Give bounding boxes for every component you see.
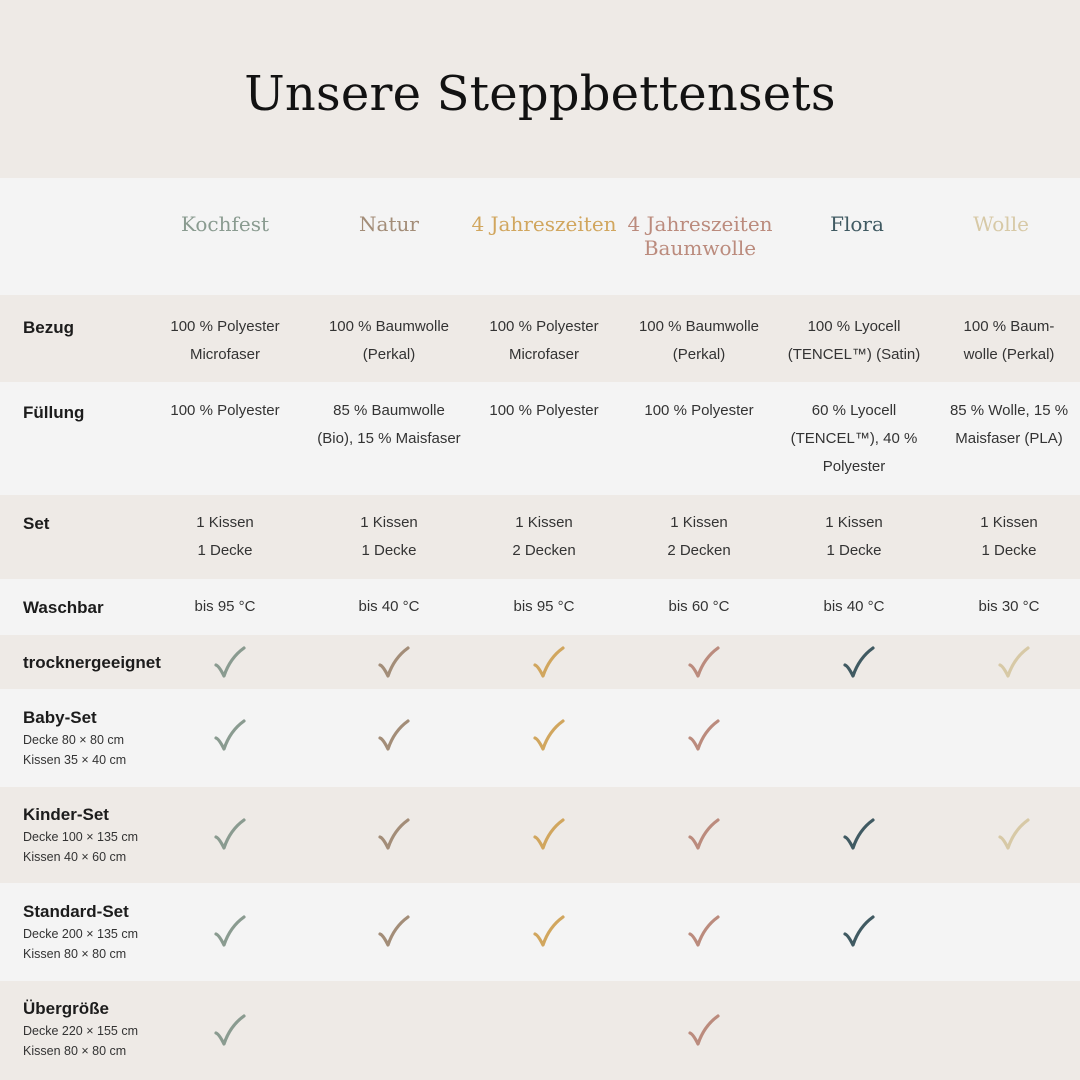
table-cell — [311, 397, 467, 453]
row-set — [0, 495, 1080, 579]
cell-line: bis 60 °C — [668, 598, 730, 615]
checkmark-icon — [377, 818, 411, 852]
table-cell — [776, 313, 932, 369]
cell-line: (TENCEL™) (Satin) — [787, 346, 921, 363]
product-name-line: Baumwolle — [643, 236, 757, 260]
product-name-wolle: Wolle — [973, 212, 1029, 236]
table-cell — [621, 397, 777, 425]
row-sublabel: Decke 80 × 80 cm — [23, 733, 125, 747]
table-cell — [931, 509, 1080, 565]
cell-line: Polyester — [822, 458, 886, 475]
row-label: Füllung — [23, 403, 85, 422]
checkmark-icon — [532, 818, 566, 852]
table-cell — [147, 509, 303, 565]
cell-line: 100 % Polyester — [489, 318, 599, 335]
cell-line: 1 Kissen — [670, 514, 728, 531]
checkmark-icon — [532, 915, 566, 949]
cell-line: 1 Kissen — [825, 514, 883, 531]
cell-line: (TENCEL™), 40 % — [790, 430, 918, 447]
cell-line: 1 Kissen — [515, 514, 573, 531]
cell-line: Microfaser — [189, 346, 260, 363]
checkmark-icon — [842, 818, 876, 852]
cell-line: bis 95 °C — [513, 598, 575, 615]
checkmark-icon — [213, 719, 247, 753]
row-sublabel: Kissen 40 × 60 cm — [23, 850, 127, 864]
checkmark-icon — [213, 646, 247, 680]
table-cell — [931, 313, 1080, 369]
cell-line: (Perkal) — [672, 346, 726, 363]
table-cell — [931, 593, 1080, 621]
row-label: Standard-Set — [23, 902, 129, 921]
checkmark-icon — [687, 646, 721, 680]
checkmark-icon — [687, 1014, 721, 1048]
cell-line: 1 Decke — [197, 542, 253, 559]
checkmark-icon — [377, 719, 411, 753]
cell-line: 100 % Polyester — [170, 402, 280, 419]
table-cell — [466, 397, 622, 425]
cell-line: (Perkal) — [362, 346, 416, 363]
table-cell — [466, 593, 622, 621]
product-name-line: 4 Jahreszeiten — [627, 212, 773, 236]
row-label: Kinder-Set — [23, 805, 109, 824]
row-bezug — [0, 295, 1080, 382]
checkmark-icon — [687, 915, 721, 949]
cell-line: 2 Decken — [512, 542, 576, 559]
table-cell — [147, 593, 303, 621]
cell-line: 100 % Polyester — [489, 402, 599, 419]
cell-line: bis 30 °C — [978, 598, 1040, 615]
cell-line: 1 Kissen — [980, 514, 1038, 531]
table-cell — [311, 509, 467, 565]
table-cell — [147, 397, 303, 425]
cell-line: wolle (Perkal) — [963, 346, 1055, 363]
cell-line: 2 Decken — [667, 542, 731, 559]
product-name-4-jahreszeiten: 4 Jahreszeiten — [471, 212, 617, 236]
cell-line: 60 % Lyocell — [811, 402, 897, 419]
cell-line: Maisfaser (PLA) — [955, 430, 1063, 447]
row-label: Bezug — [23, 318, 74, 337]
product-name-4-jahreszeiten-baumwolle — [610, 212, 790, 260]
checkmark-icon — [213, 818, 247, 852]
checkmark-icon — [997, 646, 1031, 680]
row-sublabel: Kissen 35 × 40 cm — [23, 753, 127, 767]
row-label: Baby-Set — [23, 708, 97, 727]
table-cell — [931, 397, 1080, 453]
cell-line: bis 40 °C — [358, 598, 420, 615]
table-cell — [311, 313, 467, 369]
page-title: Unsere Steppbettensets — [0, 0, 1080, 178]
table-cell — [621, 313, 777, 369]
cell-line: bis 40 °C — [823, 598, 885, 615]
table-cell — [776, 509, 932, 565]
cell-line: bis 95 °C — [194, 598, 256, 615]
row-sublabel: Kissen 80 × 80 cm — [23, 1044, 127, 1058]
checkmark-icon — [377, 915, 411, 949]
checkmark-icon — [213, 1014, 247, 1048]
row-sublabel: Decke 200 × 135 cm — [23, 927, 138, 941]
checkmark-icon — [213, 915, 247, 949]
checkmark-icon — [842, 915, 876, 949]
row-waschbar — [0, 579, 1080, 635]
cell-line: 100 % Lyocell — [807, 318, 901, 335]
cell-line: 85 % Wolle, 15 % — [949, 402, 1069, 419]
checkmark-icon — [687, 719, 721, 753]
table-cell — [621, 509, 777, 565]
checkmark-icon — [532, 719, 566, 753]
row-sublabel: Decke 100 × 135 cm — [23, 830, 138, 844]
table-cell — [776, 397, 932, 481]
cell-line: 1 Kissen — [360, 514, 418, 531]
table-cell — [776, 593, 932, 621]
cell-line: 1 Decke — [361, 542, 417, 559]
row-kinder-set — [0, 787, 1080, 883]
table-cell — [621, 593, 777, 621]
table-cell — [466, 313, 622, 369]
row-label: Set — [23, 514, 50, 533]
cell-line: Microfaser — [508, 346, 579, 363]
row-baby-set — [0, 689, 1080, 787]
cell-line: 100 % Baumwolle — [328, 318, 450, 335]
product-name-flora: Flora — [830, 212, 884, 236]
checkmark-icon — [687, 818, 721, 852]
row-label: Übergröße — [23, 999, 109, 1018]
product-name-kochfest: Kochfest — [180, 212, 270, 236]
cell-line: 1 Kissen — [196, 514, 254, 531]
cell-line: (Bio), 15 % Maisfaser — [317, 430, 461, 447]
checkmark-icon — [532, 646, 566, 680]
product-name-natur: Natur — [359, 212, 419, 236]
row-sublabel: Decke 220 × 155 cm — [23, 1024, 138, 1038]
checkmark-icon — [997, 818, 1031, 852]
cell-line: 85 % Baumwolle — [333, 402, 445, 419]
cell-line: 1 Decke — [826, 542, 882, 559]
row-trocknergeeignet — [0, 635, 1080, 689]
checkmark-icon — [842, 646, 876, 680]
cell-line: 100 % Baum- — [963, 318, 1055, 335]
row-sublabel: Kissen 80 × 80 cm — [23, 947, 127, 961]
row-standard-set — [0, 883, 1080, 981]
table-cell — [311, 593, 467, 621]
row-uebergroesse — [0, 981, 1080, 1080]
checkmark-icon — [377, 646, 411, 680]
row-label: Waschbar — [23, 598, 104, 617]
table-cell — [466, 509, 622, 565]
cell-line: 1 Decke — [981, 542, 1037, 559]
cell-line: 100 % Baumwolle — [638, 318, 760, 335]
product-header-row — [0, 178, 1080, 295]
cell-line: 100 % Polyester — [170, 318, 280, 335]
row-label: trocknergeeignet — [23, 653, 161, 672]
table-cell — [147, 313, 303, 369]
row-fuellung — [0, 382, 1080, 495]
cell-line: 100 % Polyester — [644, 402, 754, 419]
